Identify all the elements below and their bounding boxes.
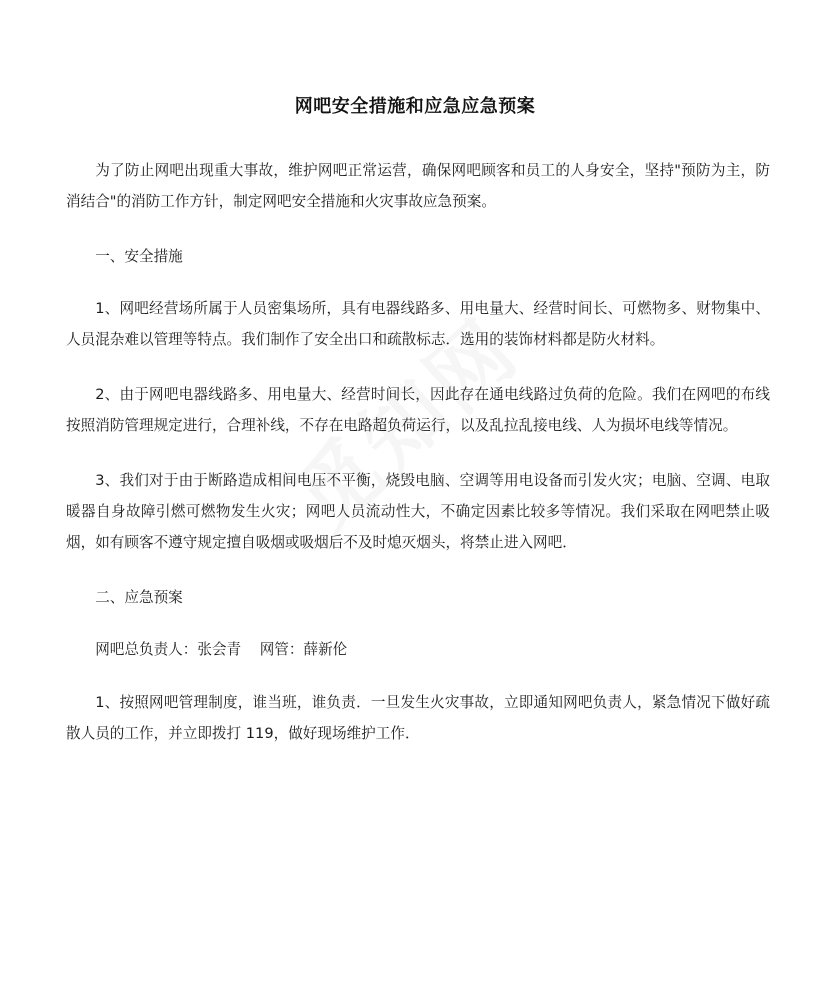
safety-measure-1: 1、网吧经营场所属于人员密集场所，具有电器线路多、用电量大、经营时间长、可燃物多、财物集中、人员混杂难以管理等特点。我们制作了安全出口和疏散标志．选用的装饰材料都是防火材料。 <box>66 300 770 348</box>
page-title: 网吧安全措施和应急应急预案 <box>294 96 536 117</box>
network-admin-label: 网管：薛新伦 <box>259 641 348 658</box>
intro-paragraph: 为了防止网吧出现重大事故，维护网吧正常运营，确保网吧顾客和员工的人身安全，坚持"预防为主，防消结合"的消防工作方针，制定网吧安全措施和火灾事故应急预案。 <box>66 162 770 210</box>
responsible-persons-line <box>66 634 770 665</box>
manager-label: 网吧总负责人：张会青 <box>95 641 242 658</box>
emergency-plan-item-1: 1、按照网吧管理制度，谁当班，谁负责．一旦发生火灾事故，立即通知网吧负责人，紧急情况下做好疏散人员的工作，并立即拨打 119，做好现场维护工作． <box>66 694 770 742</box>
section-heading-emergency-plan: 二、应急预案 <box>95 589 183 606</box>
safety-measure-2: 2、由于网吧电器线路多、用电量大、经营时间长，因此存在通电线路过负荷的危险。我们在网吧的布线按照消防管理规定进行，合理补线，不存在电路超负荷运行，以及乱拉乱接电线、人为损坏电线等情况。 <box>66 386 770 434</box>
document-body <box>66 155 770 773</box>
safety-measure-3: 3、我们对于由于断路造成相间电压不平衡，烧毁电脑、空调等用电设备而引发火灾；电脑、空调、电取暖器自身故障引燃可燃物发生火灾；网吧人员流动性大，不确定因素比较多等情况。我们采取在网吧禁止吸烟，如有顾客不遵守规定擅自吸烟或吸烟后不及时熄灭烟头，将禁止进入网吧． <box>66 472 770 551</box>
section-heading-safety-measures: 一、安全措施 <box>95 248 183 265</box>
